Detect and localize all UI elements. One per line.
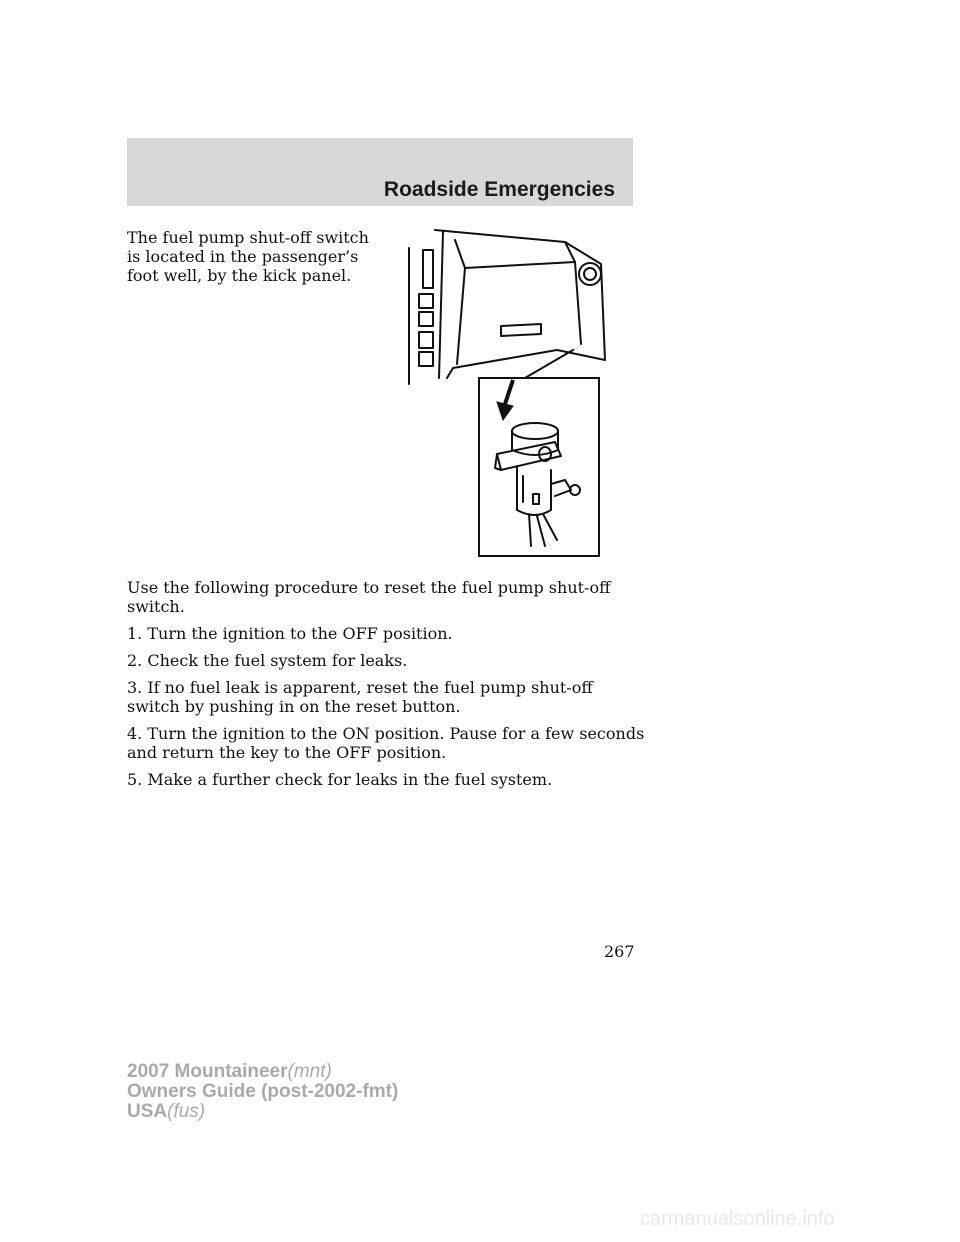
procedure-step-1: 1. Turn the ignition to the OFF position. [127,624,453,643]
footer-line-2 [127,1082,398,1102]
footer-line-1 [127,1062,398,1082]
procedure-step-2: 2. Check the fuel system for leaks. [127,651,408,670]
footer-region-code: (fus) [167,1101,206,1122]
fuel-pump-switch-illustration [405,228,617,560]
procedure-step-3: 3. If no fuel leak is apparent, reset the fuel pump shut-off switch by pushing in on the reset button. [127,678,593,716]
footer-line-3 [127,1102,398,1122]
page-number: 267 [604,942,635,961]
footer-model: 2007 Mountaineer [127,1061,288,1082]
section-header-band [127,138,633,206]
watermark: carmanualsonline.info [640,1208,835,1230]
document-footer [127,1062,398,1122]
procedure-section [127,578,647,797]
intro-paragraph: The fuel pump shut-off switch is located in the passenger’s foot well, by the kick panel. [127,228,369,285]
procedure-step-5: 5. Make a further check for leaks in the fuel system. [127,770,553,789]
section-title: Roadside Emergencies [383,178,615,201]
footer-region: USA [127,1101,168,1122]
procedure-lead: Use the following procedure to reset the fuel pump shut-off switch. [127,578,611,616]
footer-model-code: (mnt) [287,1061,332,1082]
footer-guide: Owners Guide (post-2002-fmt) [127,1081,399,1102]
procedure-step-4: 4. Turn the ignition to the ON position. Pause for a few seconds and return the key to the OFF position. [127,724,645,762]
